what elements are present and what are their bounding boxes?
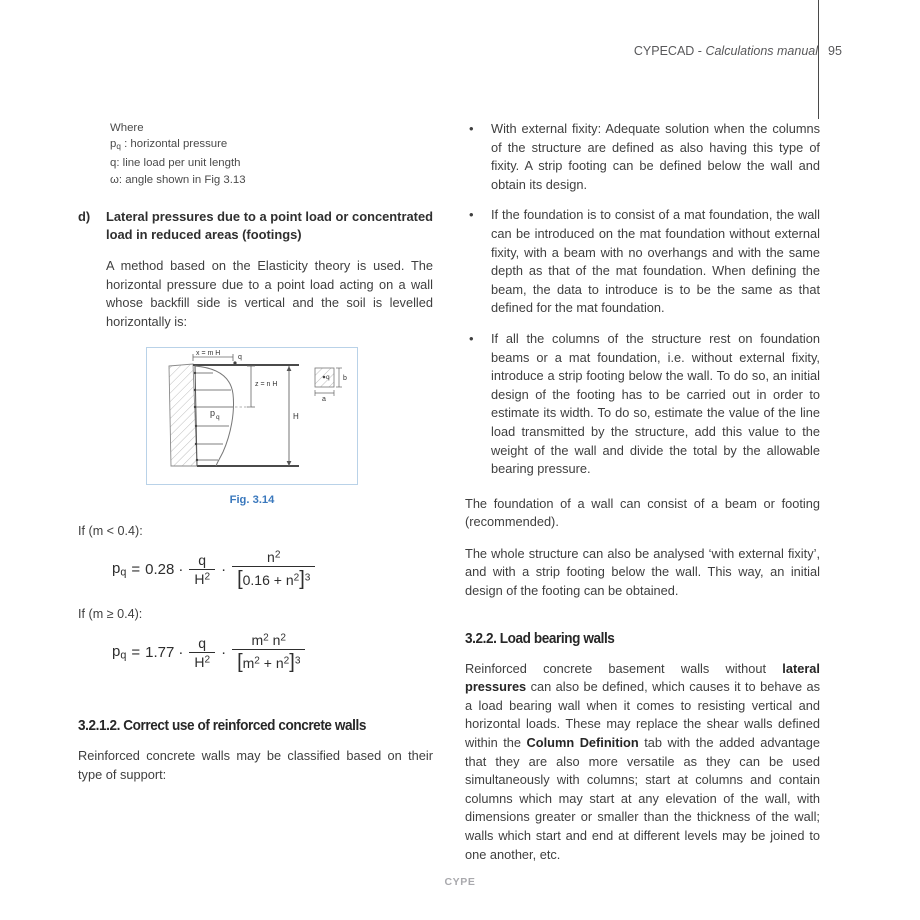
eq2-lhs	[112, 644, 126, 661]
eq2-frac2-num-exp1: 2	[263, 632, 269, 644]
header-divider-rule	[818, 0, 819, 119]
list-item-text: If the foundation is to consist of a mat foundation, the wall can be introduced on the mat foundation without external fixity, with a beam with no overhangs and with the same depth as that of the mat foundation. When defining the beam, the data to introduce is to be the same as that defined for the mat foundation.	[491, 207, 820, 316]
body-text-part-1: Reinforced concrete basement walls without	[465, 660, 783, 676]
eq1-coefficient: 0.28	[145, 561, 175, 579]
subsection-marker: d)	[78, 208, 91, 224]
body-text-part-3: tab with the added advantage that they are also more versatile as they can be used simultaneously with columns; start at columns and contain columns which may start at any elevation of the wall, with dimensions greater or smaller than the thickness of the wall; walls which start and end at different levels may be joined to one another, etc.	[465, 735, 820, 862]
eq2-frac2-denominator	[232, 649, 305, 672]
eq2-frac1-numerator: q	[198, 635, 207, 652]
footer-brand: CYPE	[444, 876, 476, 888]
emphasis-column-definition: Column Definition	[526, 735, 639, 751]
svg-text:q: q	[238, 354, 242, 362]
equation-2	[112, 633, 433, 672]
eq1-frac2-num-exp: 2	[274, 549, 281, 561]
eq2-frac2-den-exp1: 2	[254, 655, 260, 667]
section-3-2-2-paragraph	[465, 660, 820, 865]
equation-1	[112, 550, 433, 589]
eq2-frac2-den-n: + n	[259, 655, 284, 672]
eq1-frac1-numerator: q	[198, 552, 207, 569]
pq-symbol: p	[110, 138, 117, 151]
eq2-bracket-open: [	[237, 651, 243, 674]
pq-subscript: q	[116, 142, 121, 152]
page-number: 95	[828, 44, 842, 58]
left-column	[78, 120, 433, 798]
list-item-text: If all the columns of the structure rest on foundation beams or a mat foundation, i.e. without external fixity, introduce a strip footing below the wall. To do so, an initial design of the footing has to be carried out in order to estimate its width. To do so, estimate the value of the line load transmitted by the structure, add this value to the weight of the wall and divide the total by the allowable bearing pressure.	[491, 330, 820, 477]
eq2-lhs-symbol: p	[112, 643, 121, 661]
eq2-frac1-denominator	[189, 652, 215, 669]
eq2-equals: =	[131, 644, 141, 662]
bullet-list	[465, 120, 820, 479]
eq1-fraction-2	[232, 550, 315, 589]
where-definition-block	[110, 120, 433, 188]
list-item	[465, 330, 820, 479]
right-column	[465, 120, 820, 877]
eq2-frac2-num-m: m	[251, 632, 264, 649]
figure-diagram	[147, 348, 355, 482]
eq1-frac2-num-base: n	[267, 549, 275, 566]
right-paragraph-2: The whole structure can also be analysed ‘with external fixity’, and with a strip footing below the wall. This way, an initial design of the footing can be obtained.	[465, 545, 820, 599]
eq1-frac2-denominator	[232, 566, 315, 589]
definition-omega: ω: angle shown in Fig 3.13	[110, 173, 246, 186]
section-heading-3-2-2: 3.2.2. Load bearing walls	[465, 630, 615, 647]
eq1-lhs-symbol: p	[112, 560, 121, 578]
eq1-frac2-den-exp-outer: 3	[304, 572, 311, 584]
eq1-frac2-den-exp-inner: 2	[293, 572, 300, 584]
eq2-frac2-den-exp2: 2	[283, 655, 290, 667]
eq1-bracket-open: [	[237, 568, 243, 591]
eq1-dot-1: ·	[178, 561, 184, 579]
eq1-fraction-1	[189, 553, 215, 586]
right-paragraph-1: The foundation of a wall can consist of a beam or footing (recommended).	[465, 495, 820, 530]
eq1-frac1-den-base: H	[194, 571, 205, 588]
intro-paragraph: A method based on the Elasticity theory is used. The horizontal pressure due to a point load acting on a wall whose backfill side is vertical and the soil is levelled horizontally is:	[106, 258, 433, 329]
eq1-dot-2: ·	[221, 561, 227, 579]
body-text-part-2: can also be defined, which causes it to behave as a load bearing wall when it comes to resisting vertical and horizontal loads. These may replace the shear walls defined within the	[465, 679, 820, 751]
condition-2: If (m ≥ 0.4):	[78, 607, 143, 622]
bullet-marker-icon: •	[469, 207, 474, 223]
eq2-dot-1: ·	[178, 644, 184, 662]
figure-frame	[146, 347, 358, 485]
header-title-plain: CYPECAD -	[633, 44, 706, 58]
pq-description: : horizontal pressure	[120, 138, 228, 151]
eq2-coefficient: 1.77	[145, 644, 175, 662]
eq1-equals: =	[131, 561, 141, 579]
eq2-bracket-close: ]	[289, 651, 295, 674]
page-header	[0, 44, 920, 70]
emphasis-lateral-pressures: lateral pressures	[465, 660, 820, 695]
eq2-frac2-den-exp-outer: 3	[294, 655, 301, 667]
list-item	[465, 120, 820, 194]
eq1-frac1-den-exp: 2	[204, 571, 211, 583]
svg-text:b: b	[343, 375, 347, 383]
svg-text:q: q	[326, 374, 330, 382]
svg-text:p: p	[210, 408, 216, 419]
svg-text:a: a	[322, 396, 326, 404]
header-title	[634, 44, 818, 58]
where-label: Where	[110, 122, 144, 134]
svg-text:z = n H: z = n H	[255, 381, 278, 389]
eq1-lhs	[112, 561, 126, 578]
svg-text:q: q	[216, 414, 220, 422]
eq1-lhs-sub: q	[120, 566, 127, 579]
definition-q: q: line load per unit length	[110, 157, 241, 170]
eq1-frac1-denominator	[189, 569, 215, 586]
eq2-frac1-den-exp: 2	[204, 654, 211, 666]
bullet-marker-icon: •	[469, 330, 474, 346]
section-3-2-1-2-paragraph: Reinforced concrete walls may be classified based on their type of support:	[78, 748, 433, 783]
eq1-frac2-den-text: 0.16 + n	[242, 572, 294, 589]
subsection-heading-d	[78, 208, 433, 245]
eq2-frac1-den-base: H	[194, 654, 205, 671]
eq1-frac2-numerator	[262, 550, 285, 566]
svg-text:x = m H: x = m H	[196, 350, 221, 358]
list-item-text: With external fixity: Adequate solution when the columns of the structure are defined as also having this type of fixity. A strip footing can be defined below the wall and obtain its design.	[491, 121, 820, 192]
eq2-dot-2: ·	[221, 644, 227, 662]
eq2-fraction-1	[189, 636, 215, 669]
eq2-frac2-num-n: n	[268, 632, 281, 649]
section-heading-3-2-1-2: 3.2.1.2. Correct use of reinforced concrete walls	[78, 718, 367, 735]
eq2-lhs-sub: q	[120, 649, 127, 662]
eq1-bracket-close: ]	[299, 568, 305, 591]
eq2-frac2-num-exp2: 2	[280, 632, 287, 644]
header-title-italic: Calculations manual	[705, 44, 818, 58]
condition-1: If (m < 0.4):	[78, 524, 143, 539]
eq2-frac2-numerator	[246, 633, 291, 649]
bullet-marker-icon: •	[469, 121, 474, 136]
list-item	[465, 206, 820, 318]
subsection-heading-text: Lateral pressures due to a point load or concentrated load in reduced areas (footings)	[106, 208, 433, 243]
figure-caption: Fig. 3.14	[229, 494, 275, 507]
figure-3-14	[146, 347, 358, 506]
eq2-fraction-2	[232, 633, 305, 672]
eq2-frac2-den-m: m	[242, 655, 255, 672]
svg-text:H: H	[293, 412, 299, 422]
definition-pq	[110, 136, 433, 155]
